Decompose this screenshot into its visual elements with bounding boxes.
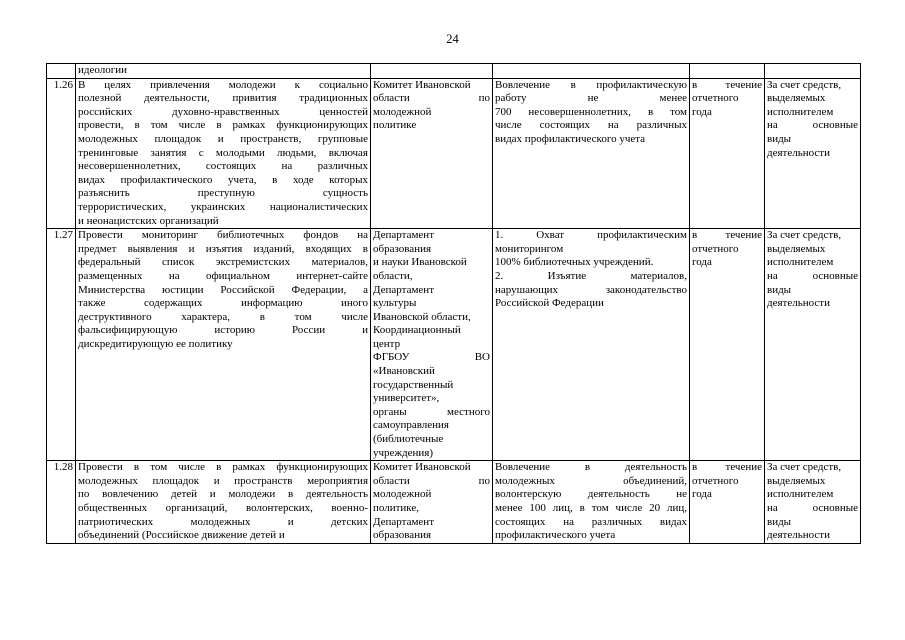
row-number: 1.26 xyxy=(47,78,76,229)
text-line: менее 100 лиц, в том числе 20 лиц, xyxy=(495,502,687,514)
continuation-row xyxy=(47,64,861,79)
text-line: 100% библиотечных учреждений. xyxy=(495,256,654,269)
result-text xyxy=(493,229,690,461)
text-line: несовершеннолетних, состоящих на различных xyxy=(78,160,368,173)
text-line: За счет средств, xyxy=(767,229,842,242)
text-line: образования xyxy=(373,529,432,542)
text-line: молодежных объединений, xyxy=(495,474,687,487)
text-line: нарушающих законодательство xyxy=(495,283,687,296)
text-line: волонтерскую деятельность не xyxy=(495,488,687,501)
text-line: на основные xyxy=(767,502,858,514)
text-line: выделяемых xyxy=(767,474,826,487)
text-line: разъяснить преступную сущность xyxy=(78,187,368,200)
text-line: года xyxy=(692,256,712,269)
continuation-empty-cell xyxy=(765,64,861,79)
table-row xyxy=(47,461,861,544)
term-text xyxy=(690,229,765,461)
text-line: выделяемых xyxy=(767,242,826,255)
text-line: университет», xyxy=(373,392,440,405)
text-line: области по xyxy=(373,474,490,487)
continuation-empty-cell xyxy=(493,64,690,79)
text-line: тренинговые занятия с молодыми людьми, включая xyxy=(78,146,368,159)
text-line: ФГБОУ ВО xyxy=(373,351,490,364)
text-line: виды xyxy=(767,283,792,296)
text-line: органы местного xyxy=(373,405,490,418)
continuation-empty-cell xyxy=(371,64,493,79)
text-line: Российской Федерации xyxy=(495,297,604,310)
text-line: общественных организаций, волонтерских, военно- xyxy=(78,502,368,514)
funding-text xyxy=(765,461,861,544)
text-line: деятельности xyxy=(767,529,830,542)
row-number: 1.27 xyxy=(47,229,76,461)
text-line: молодежных площадок и пространств мероприятия xyxy=(78,474,368,487)
continuation-text: идеологии xyxy=(76,64,371,79)
text-line: Департамент xyxy=(373,283,435,296)
text-line: исполнителем xyxy=(767,105,834,118)
text-line: образования xyxy=(373,242,432,255)
text-line: и науки Ивановской xyxy=(373,256,467,269)
text-line: деструктивного характера, в том числе xyxy=(78,310,368,323)
text-line: 2. Изъятие материалов, xyxy=(495,269,687,282)
text-line: года xyxy=(692,105,712,118)
text-line: Министерства юстиции Российской Федерации, а xyxy=(78,283,368,296)
result-text xyxy=(493,461,690,544)
text-line: области по xyxy=(373,92,490,105)
text-line: года xyxy=(692,488,712,501)
text-line: видах профилактического учета xyxy=(495,132,646,145)
text-line: Провести мониторинг библиотечных фондов на xyxy=(78,229,368,242)
executor-text xyxy=(371,229,493,461)
text-line: провести, в том числе в рамках функционирующих xyxy=(78,119,368,132)
term-text xyxy=(690,78,765,229)
text-line: Вовлечение в профилактическую xyxy=(495,78,687,91)
funding-text xyxy=(765,229,861,461)
text-line: фальсифицирующую историю России и xyxy=(78,324,368,337)
text-line: деятельности xyxy=(767,146,830,159)
text-line: выделяемых xyxy=(767,92,826,105)
text-line: (библиотечные xyxy=(373,433,444,446)
measure-text xyxy=(76,229,371,461)
result-text xyxy=(493,78,690,229)
text-line: 1. Охват профилактическим xyxy=(495,229,687,242)
text-line: молодежных площадок и пространств, групповые xyxy=(78,132,368,145)
text-line: Департамент xyxy=(373,229,435,242)
text-line: области, xyxy=(373,269,413,282)
row-number: 1.28 xyxy=(47,461,76,544)
text-line: и неонацистских организаций xyxy=(78,214,219,227)
text-line: объединений (Российское движение детей и xyxy=(78,529,285,542)
text-line: в течение xyxy=(692,229,762,242)
text-line: на основные xyxy=(767,269,858,282)
text-line: политике, xyxy=(373,502,420,514)
text-line: профилактического учета xyxy=(495,529,616,542)
text-line: Вовлечение в деятельность xyxy=(495,461,687,474)
term-text xyxy=(690,461,765,544)
text-line: молодежной xyxy=(373,105,432,118)
text-line: Комитет Ивановской xyxy=(373,78,471,91)
text-line: работу не менее xyxy=(495,92,687,105)
text-line: Департамент xyxy=(373,515,435,528)
text-line: мониторингом xyxy=(495,242,564,255)
text-line: деятельности xyxy=(767,297,830,310)
measure-text xyxy=(76,461,371,544)
text-line: предмет выявления и изъятия изданий, входящих в xyxy=(78,242,368,255)
text-line: Ивановской области, xyxy=(373,310,471,323)
executor-text xyxy=(371,78,493,229)
text-line: культуры xyxy=(373,297,417,310)
text-line: также содержащих информацию иного xyxy=(78,297,368,310)
text-line: самоуправления xyxy=(373,419,449,432)
text-line: на основные xyxy=(767,119,858,132)
text-line: В целях привлечения молодежи к социально xyxy=(78,78,368,91)
text-line: по вовлечению детей и молодежи в деятельность xyxy=(78,488,368,501)
text-line: террористических, украинских националистических xyxy=(78,200,368,213)
text-line: За счет средств, xyxy=(767,461,842,474)
table-row xyxy=(47,78,861,229)
text-line: отчетного xyxy=(692,242,739,255)
text-line: размещенных на официальном интернет-сайте xyxy=(78,269,368,282)
text-line: Комитет Ивановской xyxy=(373,461,471,474)
text-line: в течение xyxy=(692,78,762,91)
continuation-num-cell xyxy=(47,64,76,79)
text-line: числе состоящих на различных xyxy=(495,119,687,132)
text-line: виды xyxy=(767,132,792,145)
text-line: дискредитирующую ее политику xyxy=(78,337,233,350)
text-line: политике xyxy=(373,119,417,132)
text-line: За счет средств, xyxy=(767,78,842,91)
executor-text xyxy=(371,461,493,544)
text-line: «Ивановский xyxy=(373,365,435,378)
text-line: патриотических молодежных и детских xyxy=(78,515,368,528)
text-line: Провести в том числе в рамках функционирующих xyxy=(78,461,368,474)
text-line: отчетного xyxy=(692,474,739,487)
text-line: федеральный список экстремистских материалов, xyxy=(78,256,368,269)
text-line: исполнителем xyxy=(767,256,834,269)
text-line: государственный xyxy=(373,378,454,391)
text-line: исполнителем xyxy=(767,488,834,501)
text-line: видах профилактического учета, в ходе которых xyxy=(78,173,368,186)
text-line: молодежной xyxy=(373,488,432,501)
measure-text xyxy=(76,78,371,229)
text-line: виды xyxy=(767,515,792,528)
text-line: Координационный xyxy=(373,324,461,337)
text-line: центр xyxy=(373,337,401,350)
table-row xyxy=(47,229,861,461)
text-line: состоящих на различных видах xyxy=(495,515,687,528)
text-line: учреждения) xyxy=(373,446,433,459)
text-line: в течение xyxy=(692,461,762,474)
text-line: полезной деятельности, привития традиционных xyxy=(78,92,368,105)
text-line: отчетного xyxy=(692,92,739,105)
page-number: 24 xyxy=(446,32,459,46)
measures-table xyxy=(46,63,861,544)
funding-text xyxy=(765,78,861,229)
text-line: 700 несовершеннолетних, в том xyxy=(495,105,687,118)
text-line: российских духовно-нравственных ценностей xyxy=(78,105,368,118)
continuation-empty-cell xyxy=(690,64,765,79)
